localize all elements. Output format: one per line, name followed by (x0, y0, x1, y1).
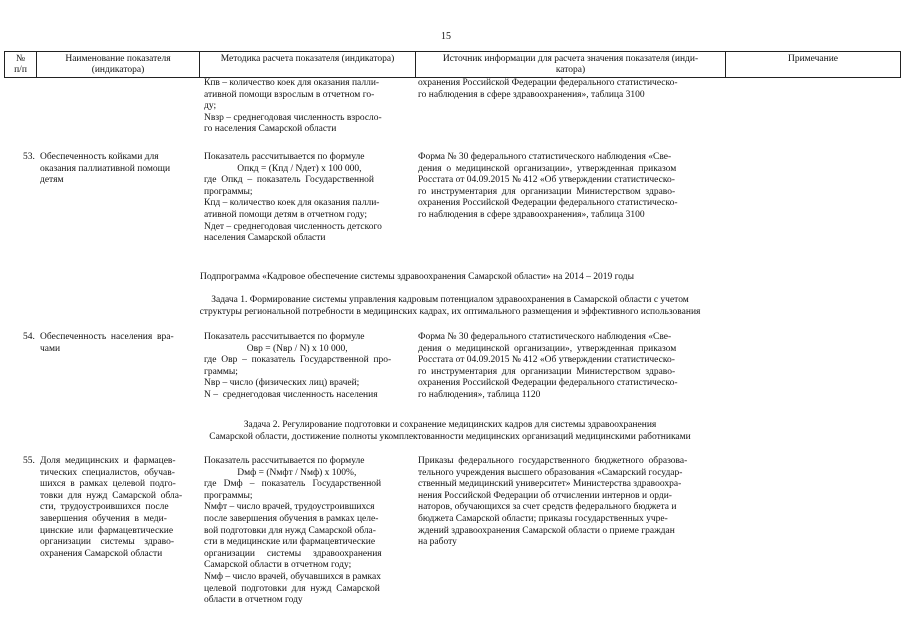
row53-source: Форма № 30 федерального статистического наблюдения «Све- дения о медицинской организации», утвержденная приказом Росстата от 04.09.2015 № 412 «Об утверждении статистическо- го инструментария для организации Министерством здраво- охранения Российской Федерации федерального статистическо- го наблюдения в сфере здравоохранения», таблица 3100 (418, 152, 678, 220)
row55-name: Доля медицинских и фармацев- тических специалистов, обучав- шихся в рамках целевой подго- товки для нужд Самарской обла- сти, трудоустроившихся после завершения обучения в меди- цинские или фармацевтические организации системы здраво- охранения Самарской области (40, 456, 183, 559)
header-col-note: Примечание (787, 54, 839, 64)
header-col-name: Наименование показателя (индикатора) (37, 52, 200, 77)
header-col-method: Методика расчета показателя (индикатора) (200, 52, 416, 77)
subprogram-title: Подпрограмма «Кадровое обеспечение системы здравоохранения Самарской области» на 2014 – 2019 годы (200, 272, 634, 282)
cont-source: охранения Российской Федерации федерального статистическо- го наблюдения в сфере здравоохранения», таблица 3100 (418, 78, 678, 100)
row53-num: 53. (23, 152, 35, 162)
row54-source: Форма № 30 федерального статистического наблюдения «Све- дения о медицинской организации», утвержденная приказом Росстата от 04.09.2015 № 412 «Об утверждении статистическо- го инструментария для организации Министерством здраво- охранения Российской Федерации федерального статистическо- го наблюдения», таблица 1120 (418, 332, 678, 400)
table-header (4, 51, 901, 78)
row55-num: 55. (23, 456, 35, 466)
row55-method: Показатель рассчитывается по формуле Dмф = (Nмфт / Nмф) х 100%, где Dмф – показатель Государственной программы; Nмфт – число врачей, трудоустроившихся после завершения обучения в рамках целе- вой подготовки для нужд Самарской обла- сти в медицинские или фармацевтические организации системы здравоохранения Самарской области в отчетном году; Nмф – число врачей, обучавшихся в рамках целевой подготовки для нужд Самарской области в отчетном году (204, 456, 382, 606)
row54-method: Показатель рассчитывается по формуле Овр = (Nвр / N) х 10 000, где Овр – показатель Государственной про- граммы; Nвр – число (физических лиц) врачей; N – среднегодовая численность населения (204, 332, 392, 400)
header-col-num: № п/п (5, 52, 37, 77)
task2-title: Задача 2. Регулирование подготовки и сохранение медицинских кадров для системы здравоохранения Самарской области, достижение полноты укомплектованности медицинских организаций медицинскими работниками (209, 420, 691, 442)
page-number: 15 (441, 31, 451, 42)
row53-name: Обеспеченность койками для оказания паллиативной помощи детям (40, 152, 171, 186)
header-col-source: Источник информации для расчета значения показателя (инди- катора) (416, 52, 726, 77)
cont-method: Кпв – количество коек для оказания палли- ативной помощи взрослым в отчетном го- ду; Nвзр – среднегодовая численность взросло- го населения Самарской области (204, 78, 382, 135)
row54-num: 54. (23, 332, 35, 342)
row53-method: Показатель рассчитывается по формуле Опкд = (Кпд / Nдет) х 100 000, где Опкд – показатель Государственной программы; Кпд – количество коек для оказания палли- ативной помощи детям в отчетном году; Nдет – среднегодовая численность детского населения Самарской области (204, 152, 382, 244)
task1-title: Задача 1. Формирование системы управления кадровым потенциалом здравоохранения в Самарской области с учетом структуры региональной потребности в медицинских кадрах, их оптимального размещения и эффективного использования (199, 295, 701, 317)
row55-source: Приказы федерального государственного бюджетного образова- тельного учреждения высшего образования «Самарский государ- ственный медицинский университет» Министерства здравоохра- нения Российской Федерации об отчислении интернов и орди- наторов, обучающихся за счет средств федерального бюджета и бюджета Самарской области; приказы государственных учре- ждений здравоохранения Самарской области о приеме граждан на работу (418, 456, 688, 548)
row54-name: Обеспеченность населения вра- чами (40, 332, 174, 354)
